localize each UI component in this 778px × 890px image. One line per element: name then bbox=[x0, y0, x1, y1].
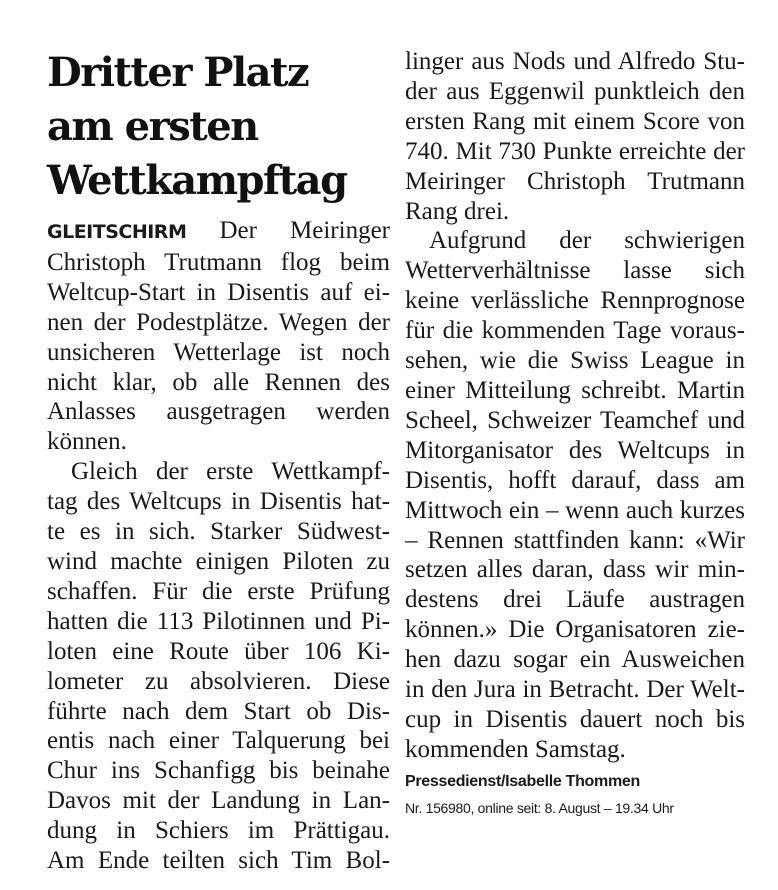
text-line: Weltcup-Start in Disentis auf ei- bbox=[47, 278, 390, 306]
text-line: Gleich der erste Wettkampf- bbox=[71, 458, 390, 486]
text-line: entis nach einer Talquerung bei bbox=[47, 727, 390, 755]
text-line: Christoph Trutmann flog beim bbox=[47, 248, 390, 276]
byline: Pressedienst/Isabelle Thommen bbox=[405, 772, 640, 790]
headline-line: Wettkampftag bbox=[47, 157, 347, 204]
text-line: Disentis, hofft darauf, dass am bbox=[405, 466, 745, 494]
text-line: keine verlässliche Rennprognose bbox=[405, 287, 745, 315]
text-line: einer Mitteilung schreibt. Martin bbox=[405, 376, 745, 404]
text-line: nicht klar, ob alle Rennen des bbox=[47, 368, 390, 396]
text-line: sehen, wie die Swiss League in bbox=[405, 347, 745, 375]
text-line: dung in Schiers im Prättigau. bbox=[47, 817, 390, 845]
text-line: Scheel, Schweizer Teamchef und bbox=[405, 406, 745, 434]
text-line: führte nach dem Start ob Dis- bbox=[47, 697, 390, 725]
text-line: loten eine Route über 106 Ki- bbox=[47, 637, 390, 665]
text-line: Chur ins Schanfigg bis beinahe bbox=[47, 757, 390, 785]
text-line: Anlasses ausgetragen werden bbox=[47, 398, 390, 426]
text-line: cup in Disentis dauert noch bis bbox=[405, 705, 745, 733]
text-line: der aus Eggenwil punktleich den bbox=[405, 77, 745, 105]
text-line: wind machte einigen Piloten zu bbox=[47, 547, 390, 575]
kicker: GLEITSCHIRM bbox=[47, 221, 187, 243]
text-line: Wetterverhältnisse lasse sich bbox=[405, 257, 745, 285]
text-line: Mittwoch ein – wenn auch kurzes bbox=[405, 496, 745, 524]
text-line: in den Jura in Betracht. Der Welt- bbox=[405, 676, 745, 704]
text-line-content: Der Meiringer bbox=[219, 217, 390, 244]
text-line: ersten Rang mit einem Score von bbox=[405, 107, 745, 135]
text-line: unsicheren Wetterlage ist noch bbox=[47, 338, 390, 366]
article-body-left bbox=[47, 216, 390, 876]
text-line: Mitorganisator des Weltcups in bbox=[405, 436, 745, 464]
article-meta: Nr. 156980, online seit: 8. August – 19.34 Uhr bbox=[405, 799, 674, 816]
text-line: destens drei Läufe austragen bbox=[405, 586, 745, 614]
text-line: Am Ende teilten sich Tim Bol- bbox=[47, 847, 390, 875]
text-line: kommenden Samstag. bbox=[405, 735, 626, 763]
text-line: 740. Mit 730 Punkte erreichte der bbox=[405, 137, 745, 165]
text-line: können. bbox=[47, 428, 127, 456]
headline-line: am ersten bbox=[47, 103, 258, 150]
text-line: Aufgrund der schwierigen bbox=[429, 227, 745, 255]
text-line: für die kommenden Tage voraus- bbox=[405, 317, 745, 345]
right-column bbox=[405, 0, 745, 819]
text-line: schaffen. Für die erste Prüfung bbox=[47, 577, 390, 605]
headline bbox=[47, 46, 390, 208]
text-line: Meiringer Christoph Trutmann bbox=[405, 167, 745, 195]
headline-line: Dritter Platz bbox=[47, 49, 309, 96]
text-line: te es in sich. Starker Südwest- bbox=[47, 518, 390, 546]
text-line bbox=[47, 216, 390, 248]
text-line: Davos mit der Landung in Lan- bbox=[47, 787, 390, 815]
article-body-right bbox=[405, 47, 745, 765]
left-column bbox=[47, 0, 390, 876]
text-line: Rang drei. bbox=[405, 197, 510, 225]
text-line: hen dazu sogar ein Ausweichen bbox=[405, 646, 745, 674]
text-line: hatten die 113 Pilotinnen und Pi- bbox=[47, 607, 390, 635]
text-line: – Rennen stattfinden kann: «Wir bbox=[405, 526, 745, 554]
text-line: tag des Weltcups in Disentis hat- bbox=[47, 488, 390, 516]
text-line: nen der Podestplätze. Wegen der bbox=[47, 308, 390, 336]
text-line: linger aus Nods und Alfredo Stu- bbox=[405, 48, 745, 75]
text-line: lometer zu absolvieren. Diese bbox=[47, 667, 390, 695]
text-line: können.» Die Organisatoren zie- bbox=[405, 616, 745, 644]
text-line: setzen alles daran, dass wir min- bbox=[405, 556, 745, 584]
